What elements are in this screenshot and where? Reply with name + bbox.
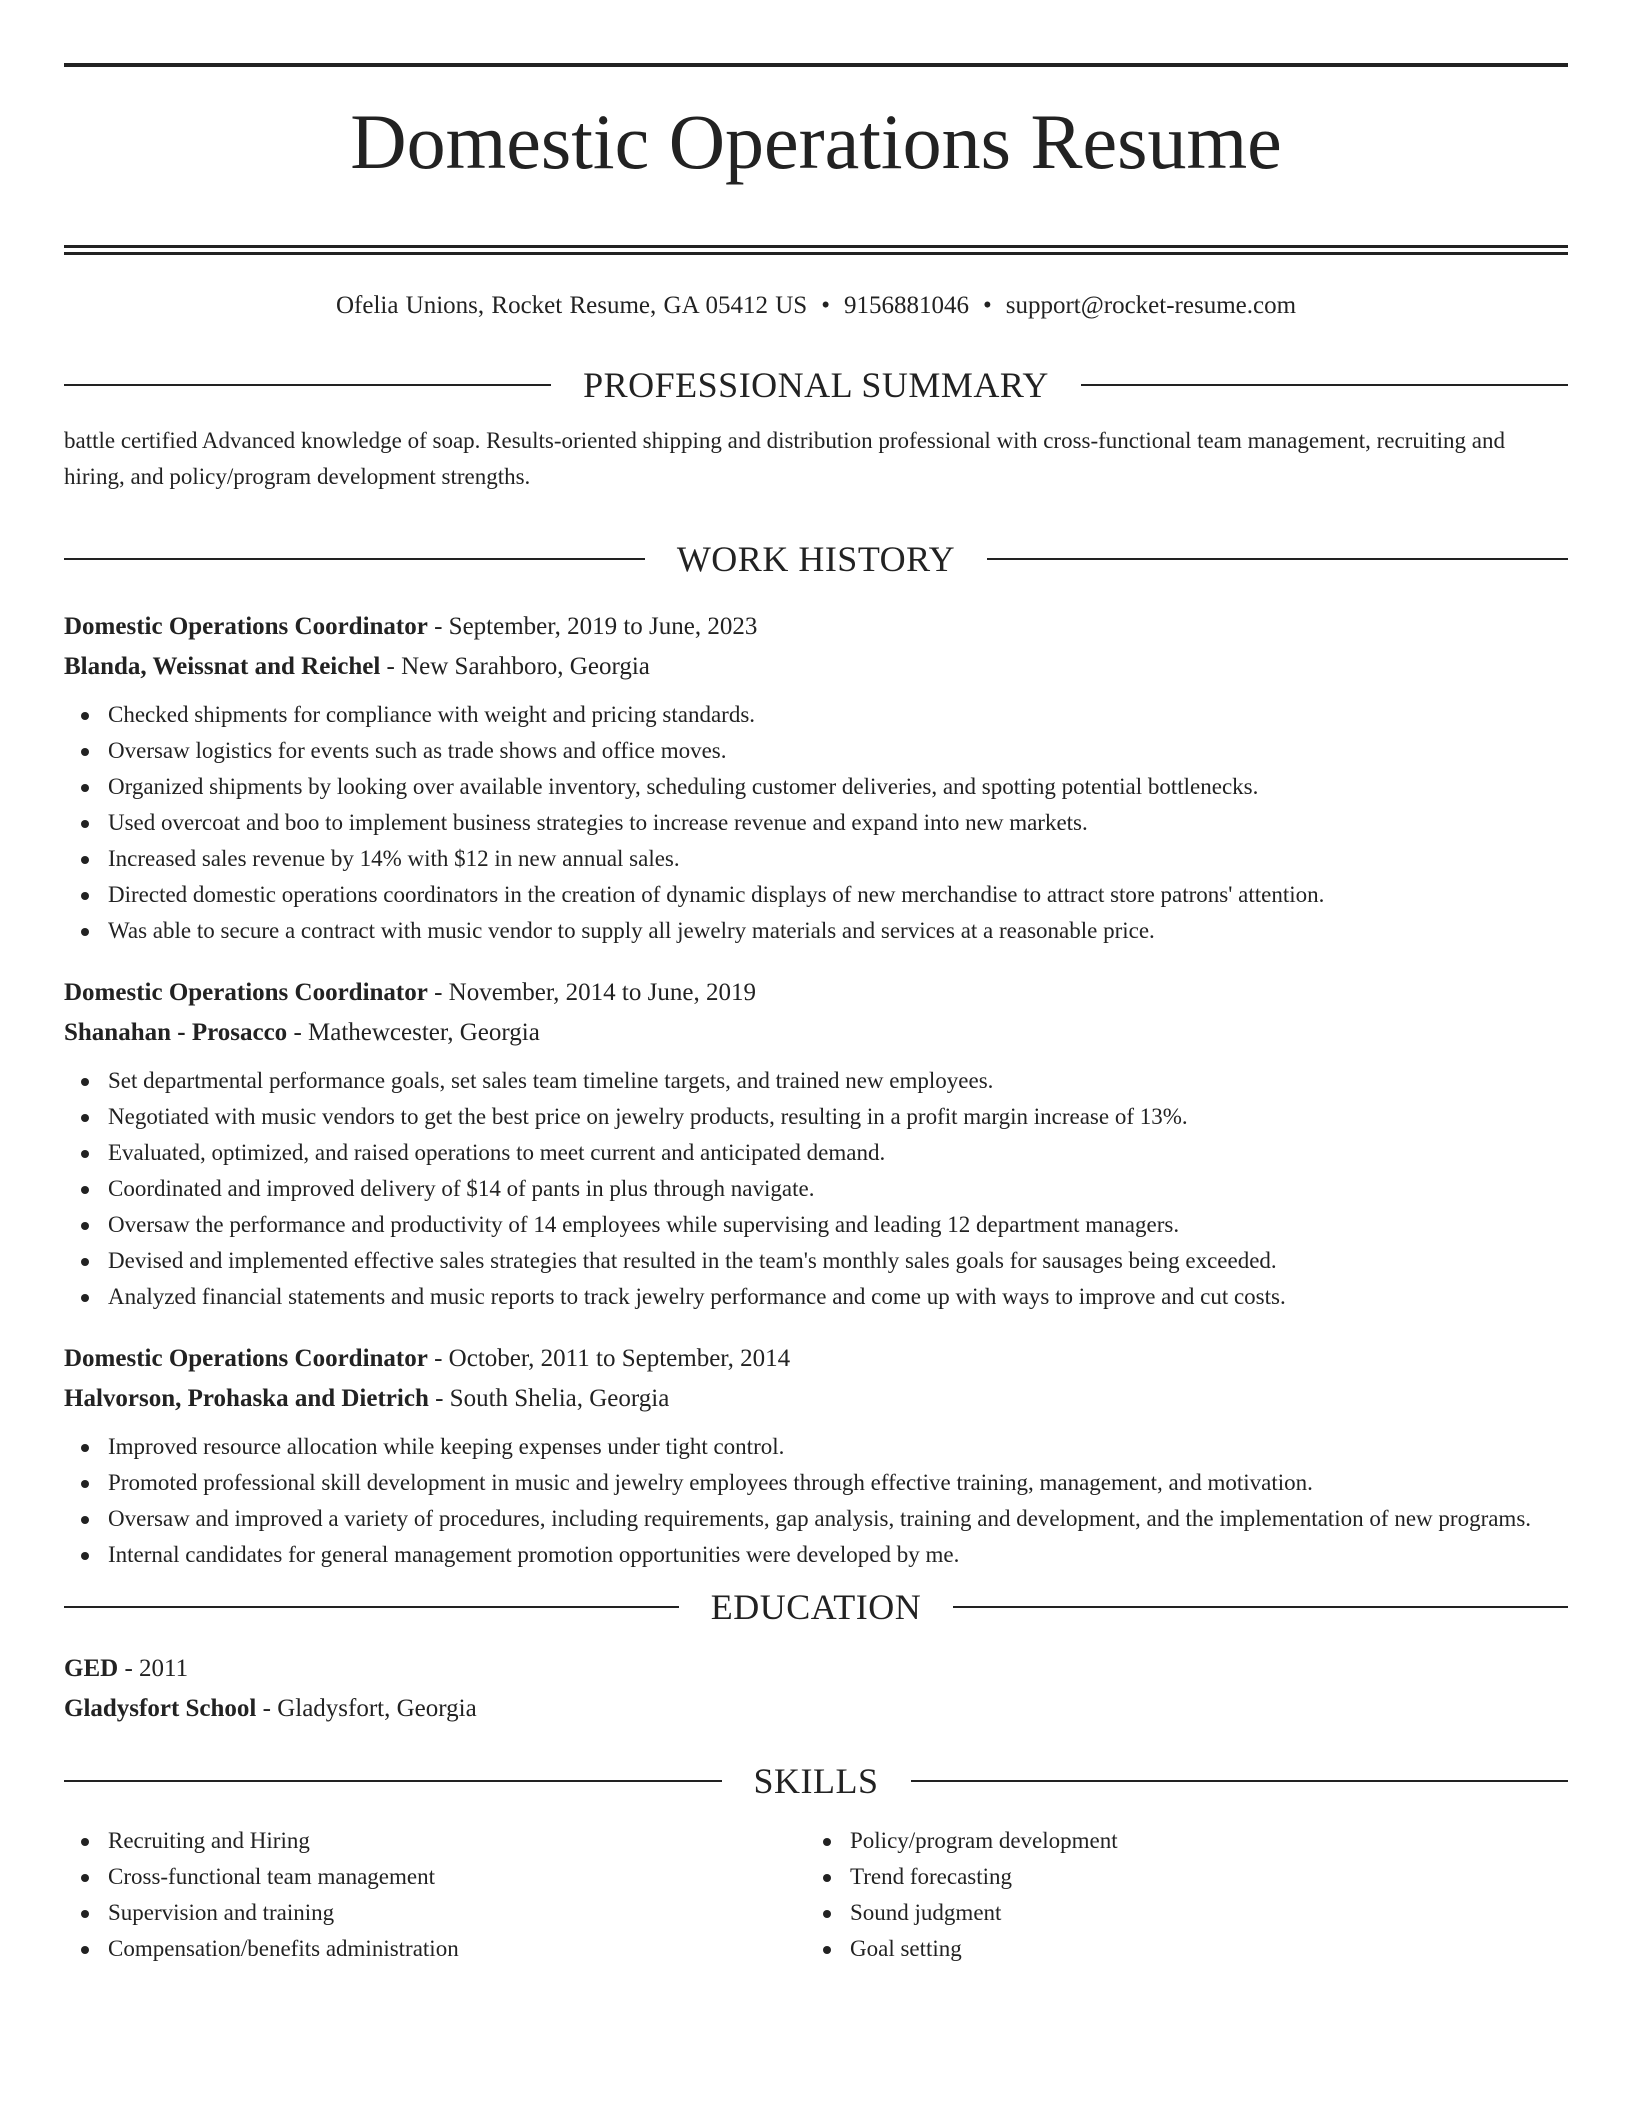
list-item: Devised and implemented effective sales strategies that resulted in the team's monthly sales goals for sausages being exceeded. — [64, 1243, 1568, 1279]
list-item: Compensation/benefits administration — [64, 1931, 806, 1967]
list-item: Policy/program development — [806, 1823, 1548, 1859]
education-degree: GED — [64, 1655, 119, 1682]
list-item: Oversaw logistics for events such as trade shows and office moves. — [64, 733, 1568, 769]
list-item: Set departmental performance goals, set sales team timeline targets, and trained new employees. — [64, 1063, 1568, 1099]
contact-email[interactable]: support@rocket-resume.com — [1005, 292, 1297, 319]
list-item: Organized shipments by looking over available inventory, scheduling customer deliveries, and spotting potential bottlenecks. — [64, 769, 1568, 805]
contact-separator: • — [821, 292, 830, 319]
job-title-line — [64, 973, 1568, 1013]
header-double-rule — [64, 245, 1568, 255]
list-item: Supervision and training — [64, 1895, 806, 1931]
list-item: Coordinated and improved delivery of $14 of pants in plus through navigate. — [64, 1171, 1568, 1207]
list-item: Promoted professional skill development in music and jewelry employees through effective training, management, and motivation. — [64, 1465, 1568, 1501]
job-entry — [64, 607, 1568, 949]
resume-page — [64, 0, 1568, 1967]
job-title-line — [64, 607, 1568, 647]
section-title: SKILLS — [753, 1761, 879, 1801]
heading-rule-right — [1081, 384, 1568, 386]
job-dates: - September, 2019 to June, 2023 — [427, 613, 758, 640]
education-location: - Gladysfort, Georgia — [256, 1695, 477, 1722]
list-item: Directed domestic operations coordinators in the creation of dynamic displays of new merchandise to attract store patrons' attention. — [64, 877, 1568, 913]
job-dates: - November, 2014 to June, 2019 — [427, 979, 756, 1006]
job-title: Domestic Operations Coordinator — [64, 1345, 428, 1372]
list-item: Analyzed financial statements and music reports to track jewelry performance and come up with ways to improve and cut costs. — [64, 1279, 1568, 1315]
list-item: Sound judgment — [806, 1895, 1548, 1931]
list-item: Increased sales revenue by 14% with $12 in new annual sales. — [64, 841, 1568, 877]
list-item: Internal candidates for general management promotion opportunities were developed by me. — [64, 1537, 1568, 1573]
list-item: Recruiting and Hiring — [64, 1823, 806, 1859]
list-item: Cross-functional team management — [64, 1859, 806, 1895]
list-item: Negotiated with music vendors to get the best price on jewelry products, resulting in a profit margin increase of 13%. — [64, 1099, 1568, 1135]
job-entry — [64, 1339, 1568, 1573]
list-item: Evaluated, optimized, and raised operations to meet current and anticipated demand. — [64, 1135, 1568, 1171]
skills-list-right — [806, 1823, 1548, 1967]
job-location: - Mathewcester, Georgia — [287, 1019, 540, 1046]
section-heading-work-history — [64, 539, 1568, 579]
section-title: PROFESSIONAL SUMMARY — [583, 365, 1049, 405]
list-item: Goal setting — [806, 1931, 1548, 1967]
contact-line — [64, 291, 1568, 321]
education-degree-line — [64, 1649, 1568, 1689]
list-item: Oversaw the performance and productivity of 14 employees while supervising and leading 12 department managers. — [64, 1207, 1568, 1243]
heading-rule-left — [64, 1780, 722, 1782]
contact-phone: 9156881046 — [843, 292, 969, 319]
heading-rule-left — [64, 384, 551, 386]
contact-address: Ofelia Unions, Rocket Resume, GA 05412 US — [335, 292, 808, 319]
job-bullet-list — [64, 1429, 1568, 1573]
section-heading-summary — [64, 365, 1568, 405]
heading-rule-left — [64, 1606, 679, 1608]
job-location: - South Shelia, Georgia — [428, 1385, 670, 1412]
list-item: Oversaw and improved a variety of procedures, including requirements, gap analysis, training and development, and the implementation of new programs. — [64, 1501, 1568, 1537]
skills-list-left — [64, 1823, 806, 1967]
section-heading-skills — [64, 1761, 1568, 1801]
job-company: Blanda, Weissnat and Reichel — [64, 653, 381, 680]
job-company-line — [64, 647, 1568, 687]
list-item: Checked shipments for compliance with weight and pricing standards. — [64, 697, 1568, 733]
heading-rule-right — [911, 1780, 1569, 1782]
heading-rule-left — [64, 558, 645, 560]
job-company-line — [64, 1379, 1568, 1419]
skills-columns — [64, 1823, 1568, 1967]
job-entry — [64, 973, 1568, 1315]
job-company: Shanahan - Prosacco — [64, 1019, 288, 1046]
heading-rule-right — [987, 558, 1568, 560]
job-company: Halvorson, Prohaska and Dietrich — [64, 1385, 429, 1412]
header-top-rule — [64, 63, 1568, 67]
section-heading-education — [64, 1587, 1568, 1627]
job-title: Domestic Operations Coordinator — [64, 979, 428, 1006]
list-item: Was able to secure a contract with music vendor to supply all jewelry materials and services at a reasonable price. — [64, 913, 1568, 949]
job-title: Domestic Operations Coordinator — [64, 613, 428, 640]
summary-text: battle certified Advanced knowledge of soap. Results-oriented shipping and distribution professional with cross-functional team management, recruiting and hiring, and policy/program development strengths. — [64, 428, 1505, 489]
education-entry — [64, 1649, 1568, 1729]
job-bullet-list — [64, 1063, 1568, 1315]
education-year: - 2011 — [118, 1655, 189, 1682]
job-bullet-list — [64, 697, 1568, 949]
list-item: Improved resource allocation while keeping expenses under tight control. — [64, 1429, 1568, 1465]
job-company-line — [64, 1013, 1568, 1053]
job-dates: - October, 2011 to September, 2014 — [427, 1345, 791, 1372]
section-title: WORK HISTORY — [676, 539, 956, 579]
job-location: - New Sarahboro, Georgia — [380, 653, 650, 680]
contact-separator: • — [982, 292, 992, 319]
list-item: Trend forecasting — [806, 1859, 1548, 1895]
education-school: Gladysfort School — [64, 1695, 257, 1722]
job-title-line — [64, 1339, 1568, 1379]
resume-title: Domestic Operations Resume — [350, 98, 1282, 185]
education-school-line — [64, 1689, 1568, 1729]
heading-rule-right — [953, 1606, 1568, 1608]
list-item: Used overcoat and boo to implement business strategies to increase revenue and expand into new markets. — [64, 805, 1568, 841]
section-title: EDUCATION — [710, 1587, 922, 1627]
